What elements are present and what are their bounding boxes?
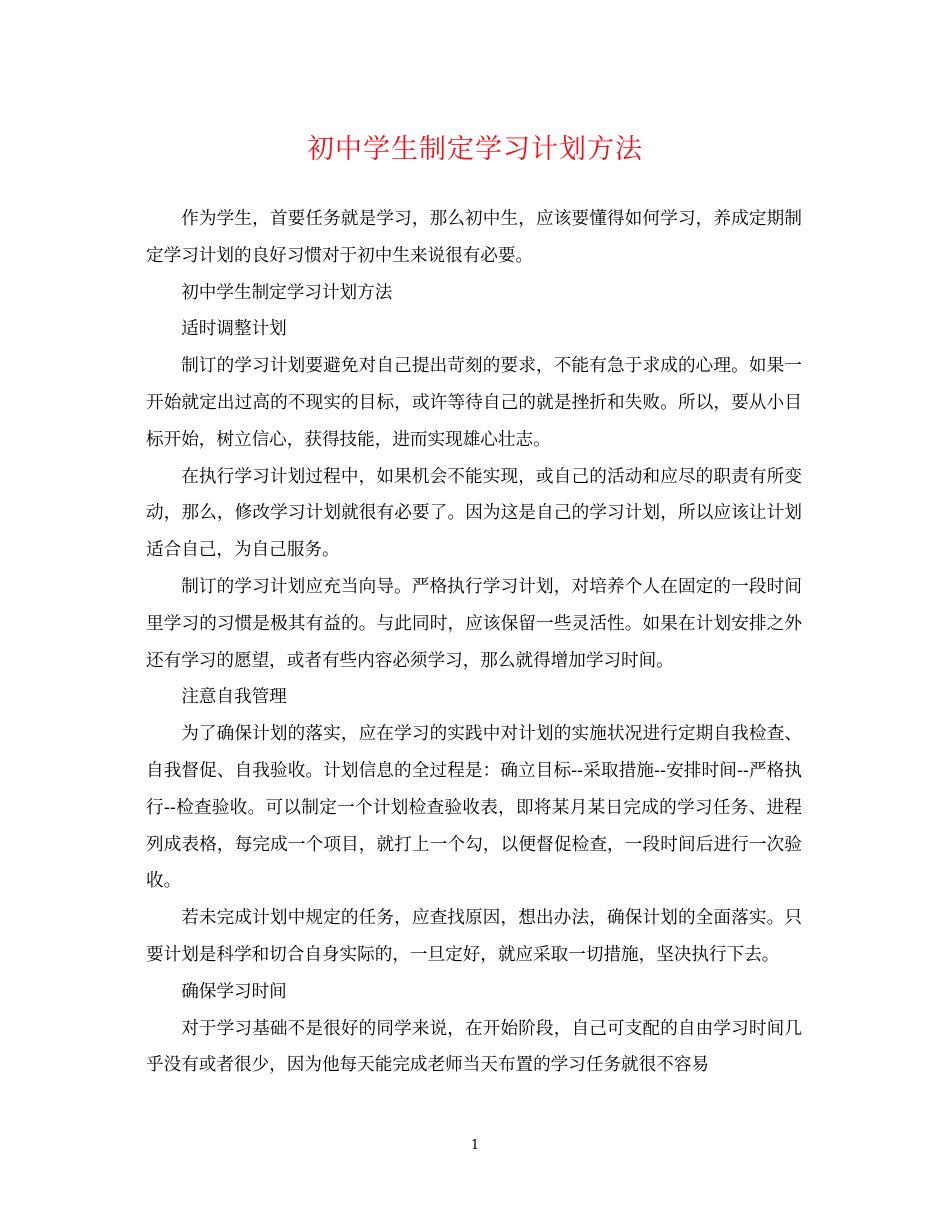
paragraph-self-check: 为了确保计划的落实，应在学习的实践中对计划的实施状况进行定期自我检查、自我督促、自我验收。计划信息的全过程是：确立目标--采取措施--安排时间--严格执行--检查验收。可以制定一个计划检查验收表，即将某月某日完成的学习任务、进程列成表格，每完成一个项目，就打上一个勾，以便督促检查，一段时间后进行一次验收。	[146, 724, 802, 892]
paragraph-find-causes: 若未完成计划中规定的任务，应查找原因，想出办法，确保计划的全面落实。只要计划是科学和切合自身实际的，一旦定好，就应采取一切措施，坚决执行下去。	[146, 908, 802, 965]
paragraph-modify-plan: 在执行学习计划过程中，如果机会不能实现，或自己的活动和应尽的职责有所变动，那么，修改学习计划就很有必要了。因为这是自己的学习计划，所以应该让计划适合自己，为自己服务。	[146, 466, 802, 561]
paragraph-study-time: 对于学习基础不是很好的同学来说，在开始阶段，自己可支配的自由学习时间几乎没有或者很少，因为他每天能完成老师当天布置的学习任务就很不容易	[146, 1018, 802, 1076]
document-title: 初中学生制定学习计划方法	[307, 134, 643, 165]
subheading-adjust-plan: 适时调整计划	[181, 319, 287, 340]
section-heading-methods: 初中学生制定学习计划方法	[181, 282, 393, 303]
subheading-self-management: 注意自我管理	[181, 687, 287, 708]
paragraph-plan-as-guide: 制订的学习计划应充当向导。严格执行学习计划，对培养个人在固定的一段时间里学习的习惯是极其有益的。与此同时，应该保留一些灵活性。如果在计划安排之外还有学习的愿望，或者有些内容必须学习，那么就得增加学习时间。	[146, 576, 802, 671]
paragraph-intro: 作为学生，首要任务就是学习，那么初中生，应该要懂得如何学习，养成定期制定学习计划的良好习惯对于初中生来说很有必要。	[146, 209, 802, 266]
document-body	[146, 201, 802, 1084]
page-number: 1	[470, 1138, 480, 1153]
subheading-ensure-time: 确保学习时间	[181, 981, 287, 1002]
paragraph-avoid-harsh-demands: 制订的学习计划要避免对自己提出苛刻的要求，不能有急于求成的心理。如果一开始就定出过高的不现实的目标，或许等待自己的就是挫折和失败。所以，要从小目标开始，树立信心，获得技能，进而实现雄心壮志。	[146, 356, 802, 450]
